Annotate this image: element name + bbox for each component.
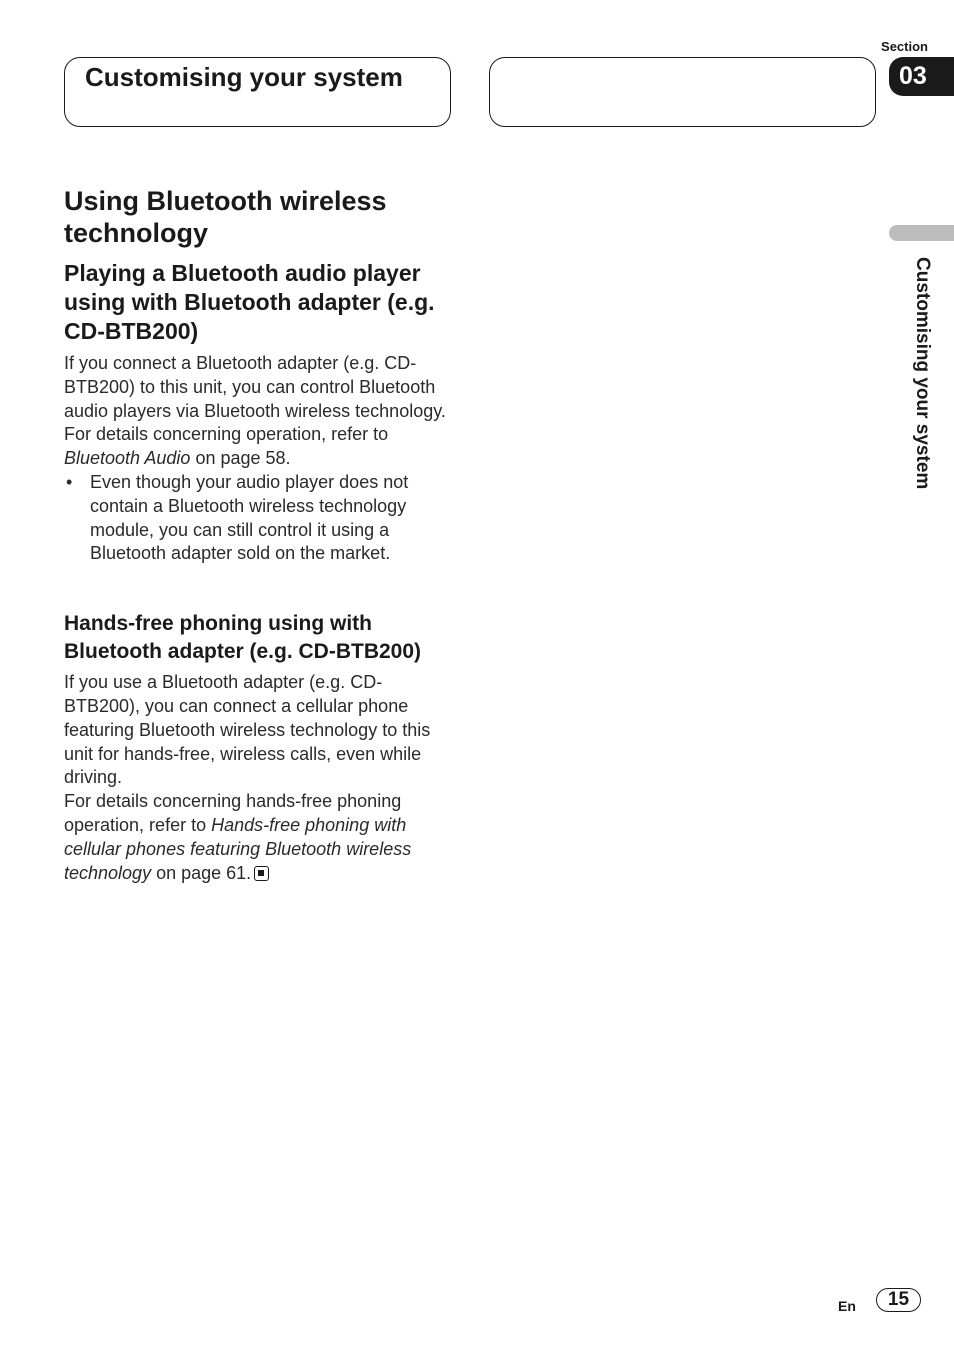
reference-prefix: For details concerning hands-free phoning operation, refer to xyxy=(64,791,402,835)
subheading-hands-free: Hands-free phoning using with Bluetooth adapter (e.g. CD-BTB200) xyxy=(64,612,422,664)
subheading-audio-player: Playing a Bluetooth audio player using with Bluetooth adapter (e.g. CD-BTB200) xyxy=(64,260,435,344)
section-label: Section xyxy=(881,39,928,54)
header-title-box xyxy=(64,57,451,127)
header-empty-box xyxy=(489,57,876,127)
section-number-badge: 03 xyxy=(889,57,954,96)
paragraph-audio-reference xyxy=(64,423,456,471)
reference-suffix: on page 58. xyxy=(190,448,291,469)
note-list xyxy=(64,471,456,566)
paragraph-audio-intro: If you connect a Bluetooth adapter (e.g. CD-BTB200) to this unit, you can control Bluetooth audio players via Bluetooth wireless technology. xyxy=(64,353,446,421)
reference-link-bluetooth-audio[interactable]: Bluetooth Audio xyxy=(64,448,191,469)
language-label: En xyxy=(838,1298,856,1314)
main-content xyxy=(64,185,456,885)
reference-suffix: on page 61. xyxy=(151,862,252,883)
paragraph-handsfree-intro: If you use a Bluetooth adapter (e.g. CD-BTB200), you can connect a cellular phone featuring Bluetooth wireless technology to this unit for hands-free, wireless calls, even while driving. xyxy=(64,672,431,788)
bullet-icon: • xyxy=(66,471,73,492)
page-heading: Using Bluetooth wireless technology xyxy=(64,186,387,248)
end-of-section-icon xyxy=(254,866,269,881)
header-title: Customising your system xyxy=(85,62,403,92)
reference-link-hands-free[interactable]: Hands-free phoning with cellular phones featuring Bluetooth wireless technology xyxy=(64,814,412,883)
side-tab-bar xyxy=(889,225,954,241)
list-item xyxy=(64,471,456,566)
side-tab-label: Customising your system xyxy=(912,257,933,490)
note-text: Even though your audio player does not contain a Bluetooth wireless technology module, you can still control it using a Bluetooth adapter sold on the market. xyxy=(90,471,409,564)
page-number: 15 xyxy=(876,1288,921,1312)
paragraph-handsfree-reference xyxy=(64,790,456,885)
reference-prefix: For details concerning operation, refer to xyxy=(64,424,389,445)
